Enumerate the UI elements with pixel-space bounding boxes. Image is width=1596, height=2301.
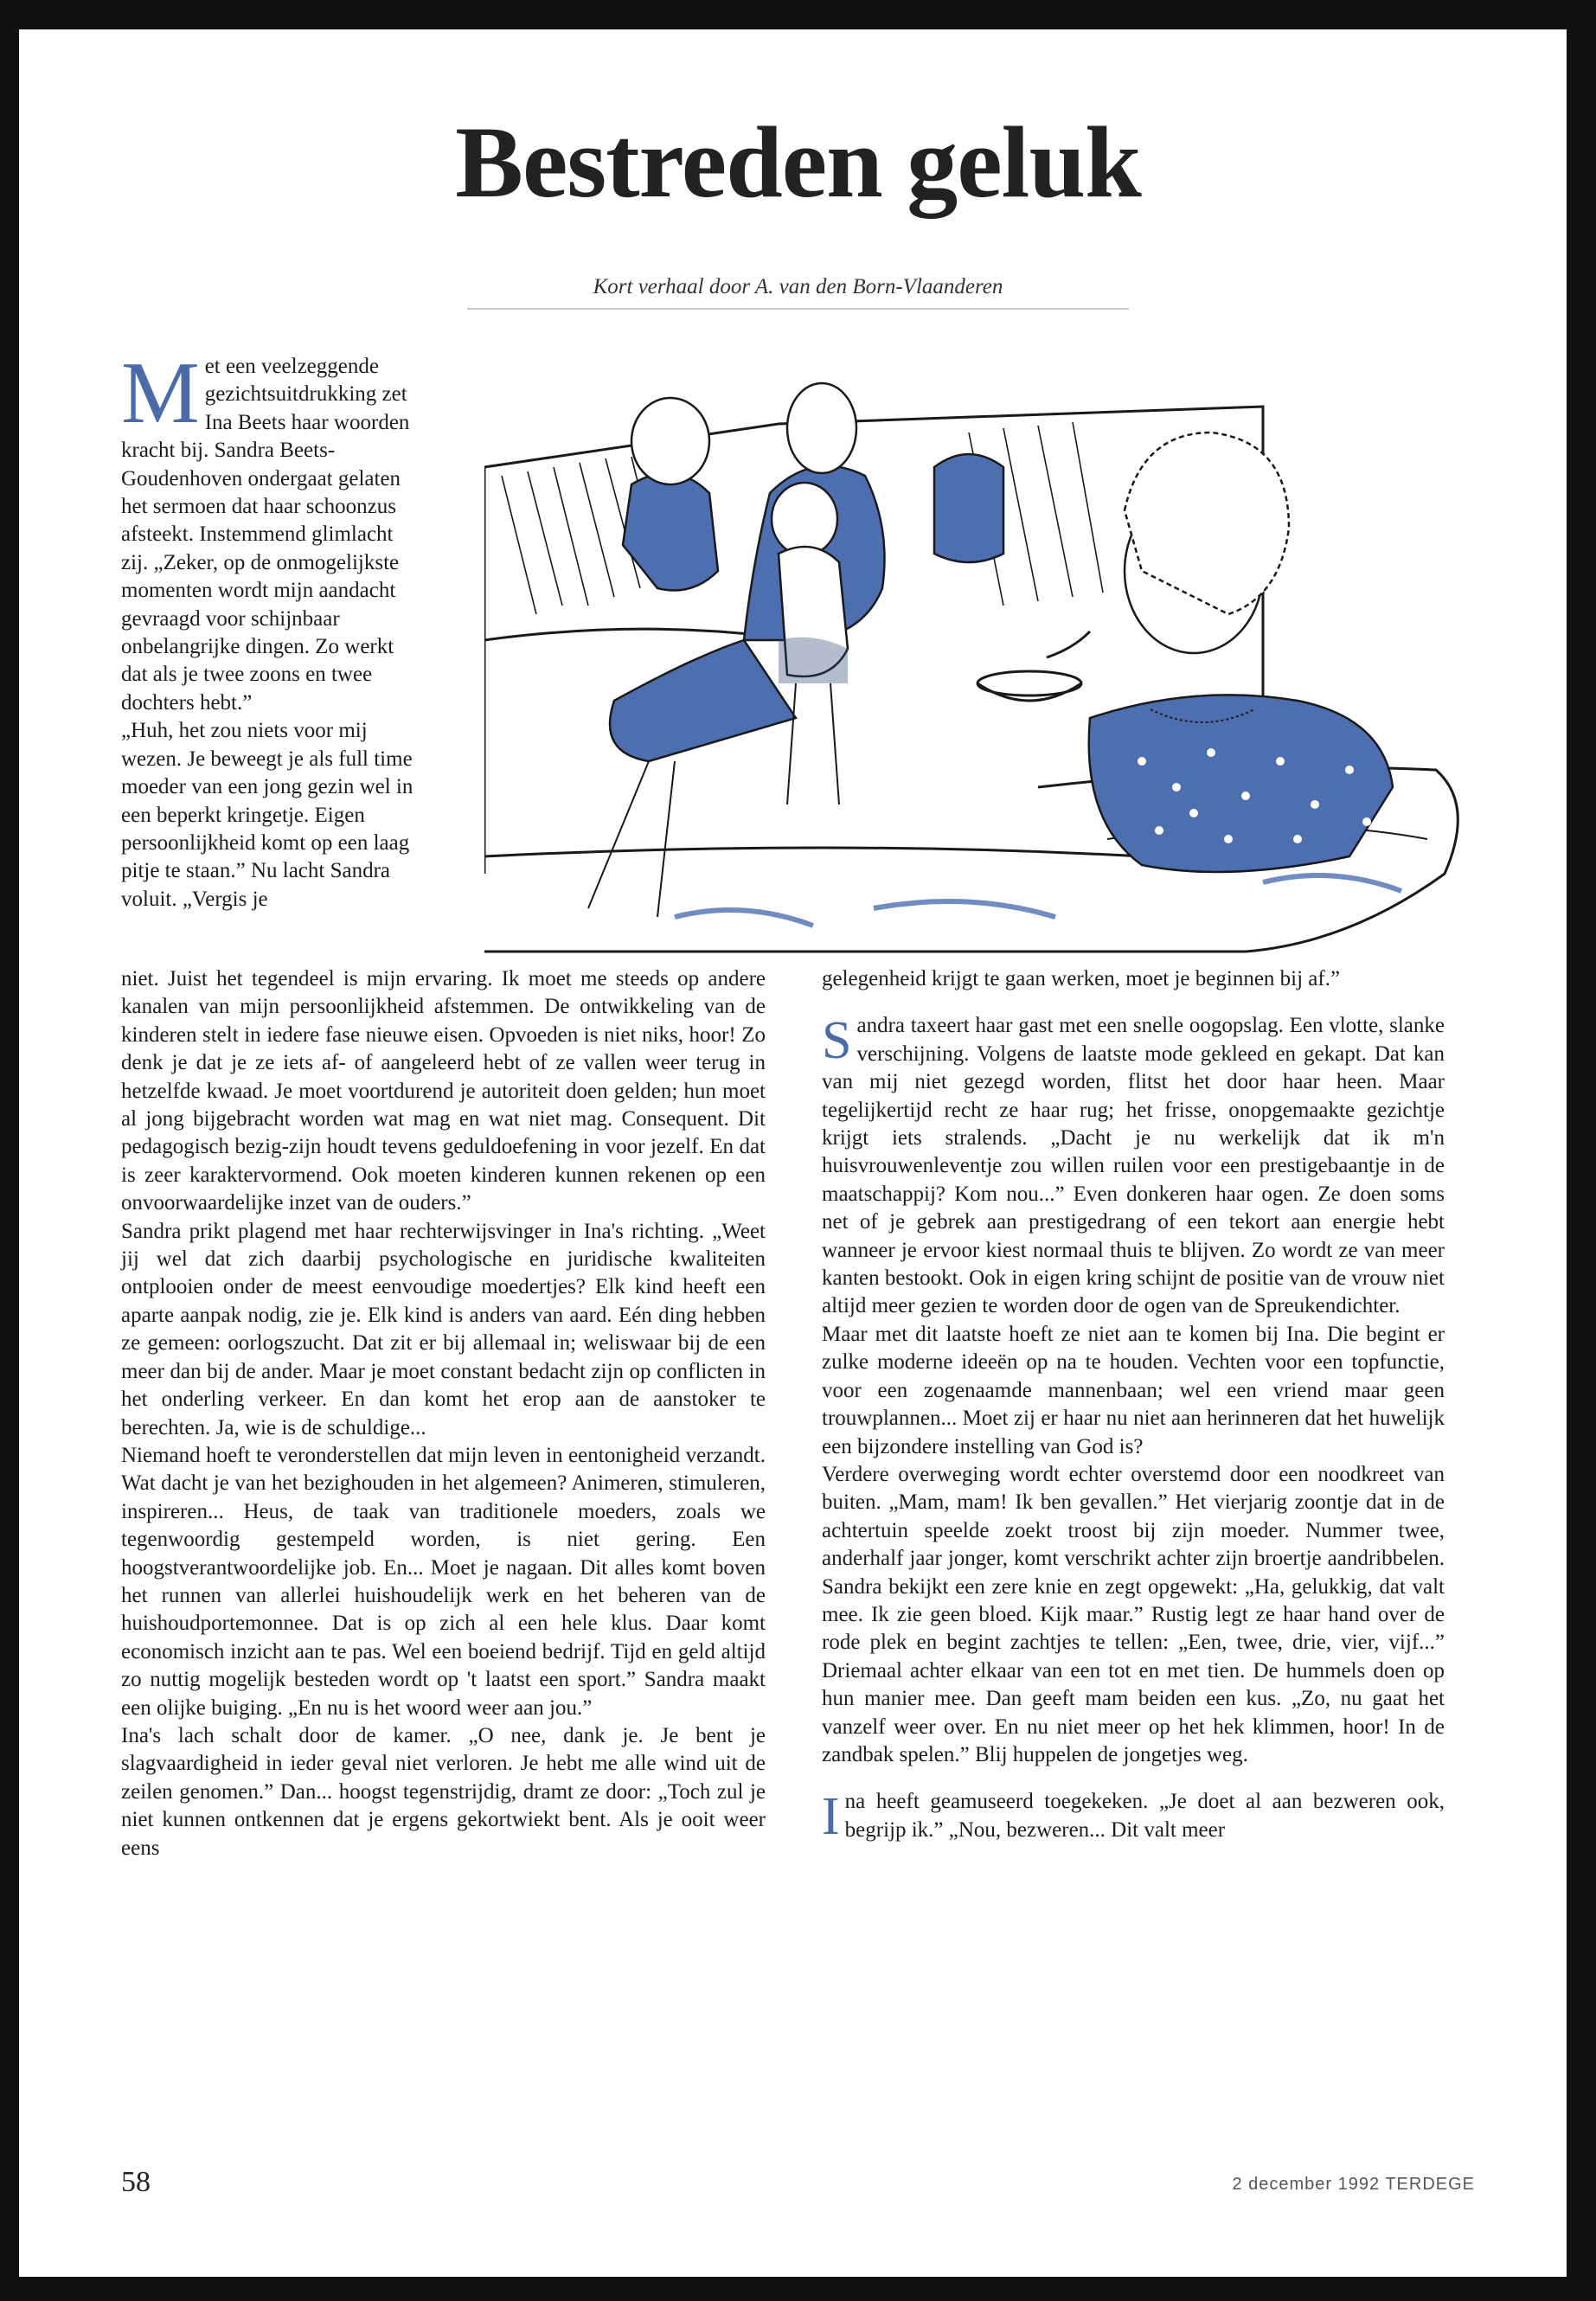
- illustration-family-scene: [484, 355, 1475, 969]
- column-right: [822, 965, 1445, 1847]
- body-paragraph: Sandra prikt plagend met haar rechterwijsvinger in Ina's richting. „Weet jij wel dat zich daarbij psychologische en juridische kwaliteiten ontplooien onder de meest eenvoudige moedertjes? Elk kind heeft een aparte aanpak nodig, zie je. Elk kind is anders van aard. Eén ding hebben ze gemeen: oorlogszucht. Dat zit er bij allemaal in; weliswaar bij de een meer dan bij de ander. Maar je moet constant bedacht zijn op conflicten in het onderling verkeer. En dan komt het erop aan de aanstoker te berechten. Ja, wie is de schuldige...: [121, 1219, 766, 1439]
- article-byline: Kort verhaal door A. van den Born-Vlaanderen: [593, 275, 1003, 298]
- issue-date: 2 december 1992 TERDEGE: [1232, 2175, 1475, 2194]
- lead-paragraph-2: „Huh, het zou niets voor mij wezen. Je beweegt je als full time moeder van een jong gezin wel in een beperkt kringetje. Eigen persoonlijkheid komt op een laag pitje te staan.” Nu lacht Sandra voluit. „Vergis je: [121, 719, 413, 911]
- body-paragraph: Ina's lach schalt door de kamer. „O nee, dank je. Je bent je slagvaardigheid in ieder geval niet verloren. Je hebt me alle wind uit de zeilen genomen.” Dan... hoogst tegenstrijdig, dramt ze door: „Toch zul je niet kunnen ontkennen dat je ergens gekortwiekt bent. Als je ooit weer eens: [121, 1723, 766, 1860]
- lead-paragraph-1: Met een veelzeggende gezichtsuitdrukking zet Ina Beets haar woorden kracht bij. Sandra Beets-Goudenhoven ondergaat gelaten het sermoen dat haar schoonzus afsteekt. Instemmend glimlacht zij. „Zeker, op de onmogelijkste momenten wordt mijn aandacht gevraagd voor schijnbaar onbelangrijke dingen. Zo werkt dat als je twee zoons en twee dochters hebt.”: [121, 344, 410, 715]
- section-3-paragraph-1: Ina heeft geamuseerd toegekeken. „Je doet al aan bezweren ook, begrijp ik.” „Nou, bezweren... Dit valt meer: [822, 1787, 1445, 1847]
- body-paragraph: Maar met dit laatste hoeft ze niet aan te komen bij Ina. Die begint er zulke moderne ideeën op na te houden. Vechten voor een topfunctie, voor een zogenaamde mannenbaan; wel een vriend maar geen trouwplannen... Moet zij er haar nu niet aan herinneren dat het huwelijk een bijzondere instelling van God is?: [822, 1322, 1445, 1458]
- scan-border-left: [0, 0, 19, 2301]
- body-paragraph: Niemand hoeft te veronderstellen dat mijn leven in eentonigheid verzandt. Wat dacht je van het bezighouden in het algemeen? Animeren, stimuleren, inspireren... Heus, de taak van traditionele moeders, zoals we tegenwoordig gestempeld worden, is niet gering. Een hoogstverantwoordelijke job. En... Moet je nagaan. Dit alles komt boven het runnen van allerlei huishoudelijk werk en het beheren van de huishoudportemonnee. Dat is op zich al een hele klus. Daar komt economisch inzicht aan te pas. Wel een boeiend bedrijf. Tijd en geld altijd zo nuttig mogelijk besteden wordt op 't laatst een sport.” Sandra maakt een olijke buiging. „En nu is het woord weer aan jou.”: [121, 1443, 766, 1720]
- drop-cap-i: I: [822, 1787, 840, 1847]
- scan-border-bottom: [0, 2277, 1596, 2301]
- section-2-paragraph-1: Sandra taxeert haar gast met een snelle oogopslag. Een vlotte, slanke verschijning. Volgens de laatste mode gekleed en gekapt. Dat kan van mij niet gezegd worden, flitst het door haar heen. Maar tegelijkertijd recht ze haar rug; het frisse, onopgemaakte gezichtje krijgt iets stralends. „Dacht je nu werkelijk dat ik m'n huisvrouwenleventje zou willen ruilen voor een prestigebaantje in de maatschappij? Kom nou...” Even donkeren haar ogen. Ze doen soms net of je gebrek aan prestigedrang of een tekort aan energie hebt wanneer je ervoor kiest normaal thuis te blijven. Zo wordt ze van meer kanten bestookt. Ook in eigen kring schijnt de positie van de vrouw niet altijd meer gezien te worden door de ogen van de Spreukendichter.: [822, 1011, 1445, 1318]
- column-left: [121, 965, 766, 1862]
- scan-border-right: [1567, 0, 1596, 2301]
- body-paragraph: niet. Juist het tegendeel is mijn ervaring. Ik moet me steeds op andere kanalen van mijn persoonlijkheid afstemmen. De ontwikkeling van de kinderen stelt in iedere fase nieuwe eisen. Opvoeden is niet niks, hoor! Zo denk je dat je ze iets af- of aangeleerd hebt of ze vallen weer terug in hetzelfde kwaad. Je moet voortdurend je autoriteit doen gelden; hun moet al jong bijgebracht worden wat mag en wat niet mag. Consequent. Dit pedagogisch bezig-zijn houdt tevens geduldoefening in voor jezelf. En dat is zeer karaktervormend. Ook moeten kinderen kunnen rekenen op een onvoorwaardelijke inzet van de ouders.”: [121, 967, 766, 1215]
- byline-rule: [467, 308, 1129, 310]
- body-paragraph: gelegenheid krijgt te gaan werken, moet je beginnen bij af.”: [822, 967, 1341, 990]
- scan-border-top: [0, 0, 1596, 29]
- drop-cap-m: M: [121, 344, 200, 442]
- article-title: Bestreden geluk: [455, 106, 1141, 219]
- body-paragraph: Verdere overweging wordt echter overstemd door een noodkreet van buiten. „Mam, mam! Ik ben gevallen.” Het vierjarig zoontje dat in de achtertuin speelde zoekt troost bij zijn moeder. Nummer twee, anderhalf jaar jonger, komt verschrikt achter zijn broertje aandribbelen. Sandra bekijkt een zere knie en zegt opgewekt: „Ha, gelukkig, dat valt mee. Ik zie geen bloed. Kijk maar.” Rustig legt ze haar hand over de rode plek en begint zachtjes te tellen: „Een, twee, drie, vier, vijf...” Driemaal achter elkaar van een tot en met tien. De hummels doen op hun manier mee. Dan geeft mam beiden een kus. „Zo, nu gaat het vanzelf weer over. En nu niet meer op het hek klimmen, hoor! In de zandbak spelen.” Blij huppelen de jongetjes weg.: [822, 1462, 1445, 1766]
- lead-text: [121, 344, 415, 913]
- page-number: 58: [121, 2166, 151, 2198]
- drop-cap-s: S: [822, 1011, 852, 1071]
